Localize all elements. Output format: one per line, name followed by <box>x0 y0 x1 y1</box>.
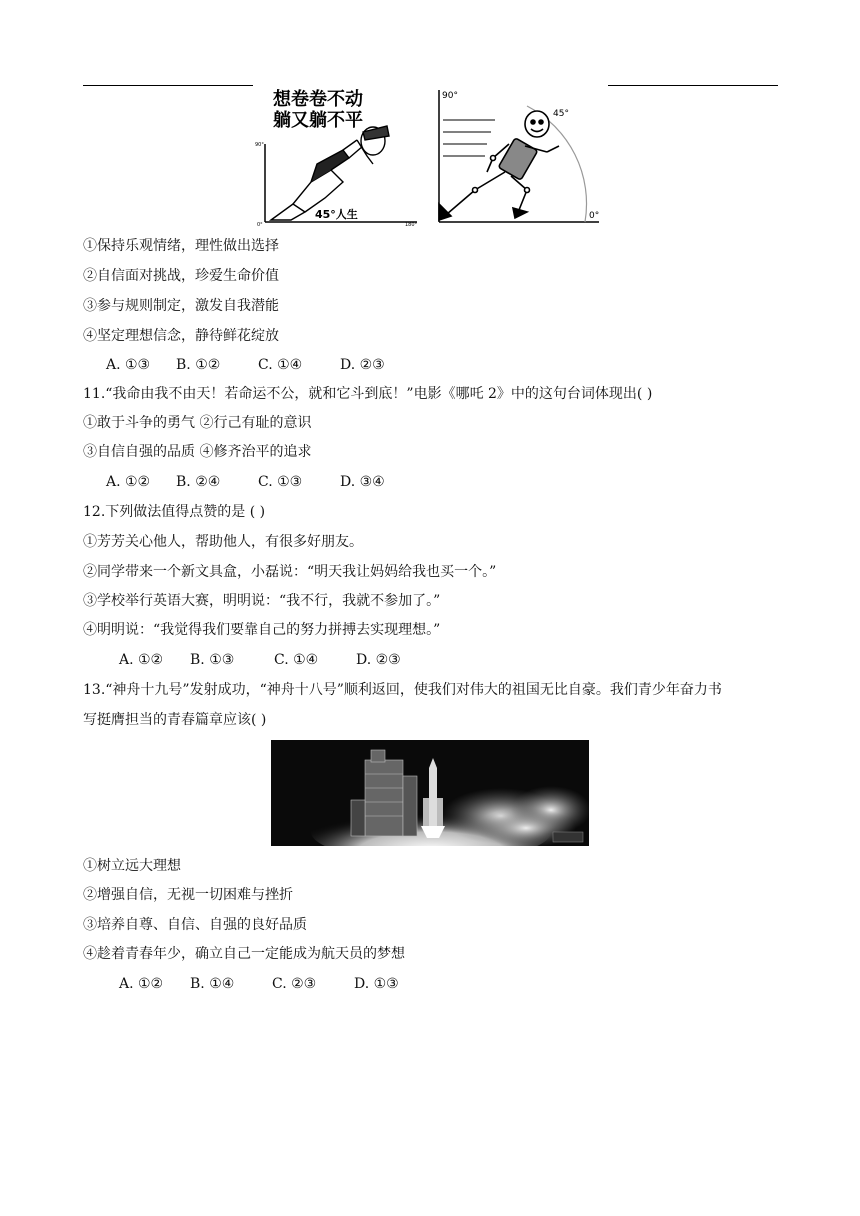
q11-stem: 11.“我命由我不由天！若命运不公，就和它斗到底！”电影《哪吒 2》中的这句台词体现出( ) <box>83 386 653 402</box>
q12-option-4: ④明明说：“我觉得我们要靠自己的努力拼搏去实现理想。” <box>83 622 441 638</box>
person-label: 45°人生 <box>315 208 358 221</box>
q10-option-3: ③参与规则制定，激发自我潜能 <box>83 298 279 314</box>
q13-option-4: ④趁着青春年少，确立自己一定能成为航天员的梦想 <box>83 946 405 962</box>
q13-stem-line-1: 13.“神舟十九号”发射成功，“神舟十八号”顺利返回，使我们对伟大的祖国无比自豪。我们青少年奋力书 <box>83 682 722 698</box>
q10-choice-a[interactable]: A. ①③ <box>106 357 151 373</box>
q12-choice-b[interactable]: B. ①③ <box>190 652 235 668</box>
cartoon-running-figure <box>435 86 603 228</box>
speed-lines-icon <box>443 120 495 156</box>
q12-choice-a[interactable]: A. ①② <box>119 652 164 668</box>
q11-choices <box>106 472 385 492</box>
q13-stem-line-2: 写挺膺担当的青春篇章应该( ) <box>83 712 267 728</box>
q11-choice-c[interactable]: C. ①③ <box>258 474 303 490</box>
q10-option-4: ④坚定理想信念，静待鲜花绽放 <box>83 328 279 344</box>
q10-option-1: ①保持乐观情绪，理性做出选择 <box>83 238 279 254</box>
q10-choice-b[interactable]: B. ①② <box>176 357 221 373</box>
rocket-launch-photo <box>271 740 589 846</box>
right-axis-90-label: 90° <box>442 91 458 101</box>
cartoon-45-degree-life <box>253 86 421 228</box>
q11-choice-d[interactable]: D. ③④ <box>340 474 385 490</box>
q13-choice-c[interactable]: C. ②③ <box>272 976 317 992</box>
q12-stem: 12.下列做法值得点赞的是 ( ) <box>83 504 266 520</box>
running-robot-icon <box>439 111 559 220</box>
left-axis-90-label: 90° <box>255 142 264 148</box>
leaning-person-icon <box>271 126 389 220</box>
q12-option-3: ③学校举行英语大赛，明明说：“我不行，我就不参加了。” <box>83 593 441 609</box>
q11-choice-b[interactable]: B. ②④ <box>176 474 221 490</box>
q13-option-1: ①树立远大理想 <box>83 858 181 874</box>
left-axis-0-label: 0° <box>257 222 263 228</box>
q12-option-1: ①芳芳关心他人，帮助他人，有很多好朋友。 <box>83 534 363 550</box>
q13-choice-a[interactable]: A. ①② <box>119 976 164 992</box>
left-axis-180-label: 180° <box>405 222 418 228</box>
q10-choice-d[interactable]: D. ②③ <box>340 357 385 373</box>
header-rule-right <box>608 85 778 86</box>
q10-option-2: ②自信面对挑战，珍爱生命价值 <box>83 268 279 284</box>
q12-choice-c[interactable]: C. ①④ <box>274 652 319 668</box>
q11-choice-a[interactable]: A. ①② <box>106 474 151 490</box>
q13-choice-b[interactable]: B. ①④ <box>190 976 235 992</box>
q11-option-row-2: ③自信自强的品质 ④修齐治平的追求 <box>83 444 312 460</box>
cartoon-caption-line2: 躺又躺不平 <box>273 110 363 131</box>
q11-option-row-1: ①敢于斗争的勇气 ②行己有耻的意识 <box>83 415 312 431</box>
q12-option-2: ②同学带来一个新文具盒，小磊说：“明天我让妈妈给我也买一个。” <box>83 564 497 580</box>
q13-choices <box>119 974 399 994</box>
q10-choices <box>106 355 385 375</box>
q13-option-3: ③培养自尊、自信、自强的良好品质 <box>83 917 307 933</box>
q13-choice-d[interactable]: D. ①③ <box>354 976 399 992</box>
q12-choices <box>119 650 401 670</box>
right-angle-label: 45° <box>553 109 569 119</box>
q12-choice-d[interactable]: D. ②③ <box>356 652 401 668</box>
header-rule-left <box>83 85 253 86</box>
q10-choice-c[interactable]: C. ①④ <box>258 357 303 373</box>
cartoon-caption-line1: 想卷卷不动 <box>273 89 363 110</box>
right-axis-0-label: 0° <box>589 211 600 221</box>
q13-option-2: ②增强自信，无视一切困难与挫折 <box>83 887 293 903</box>
